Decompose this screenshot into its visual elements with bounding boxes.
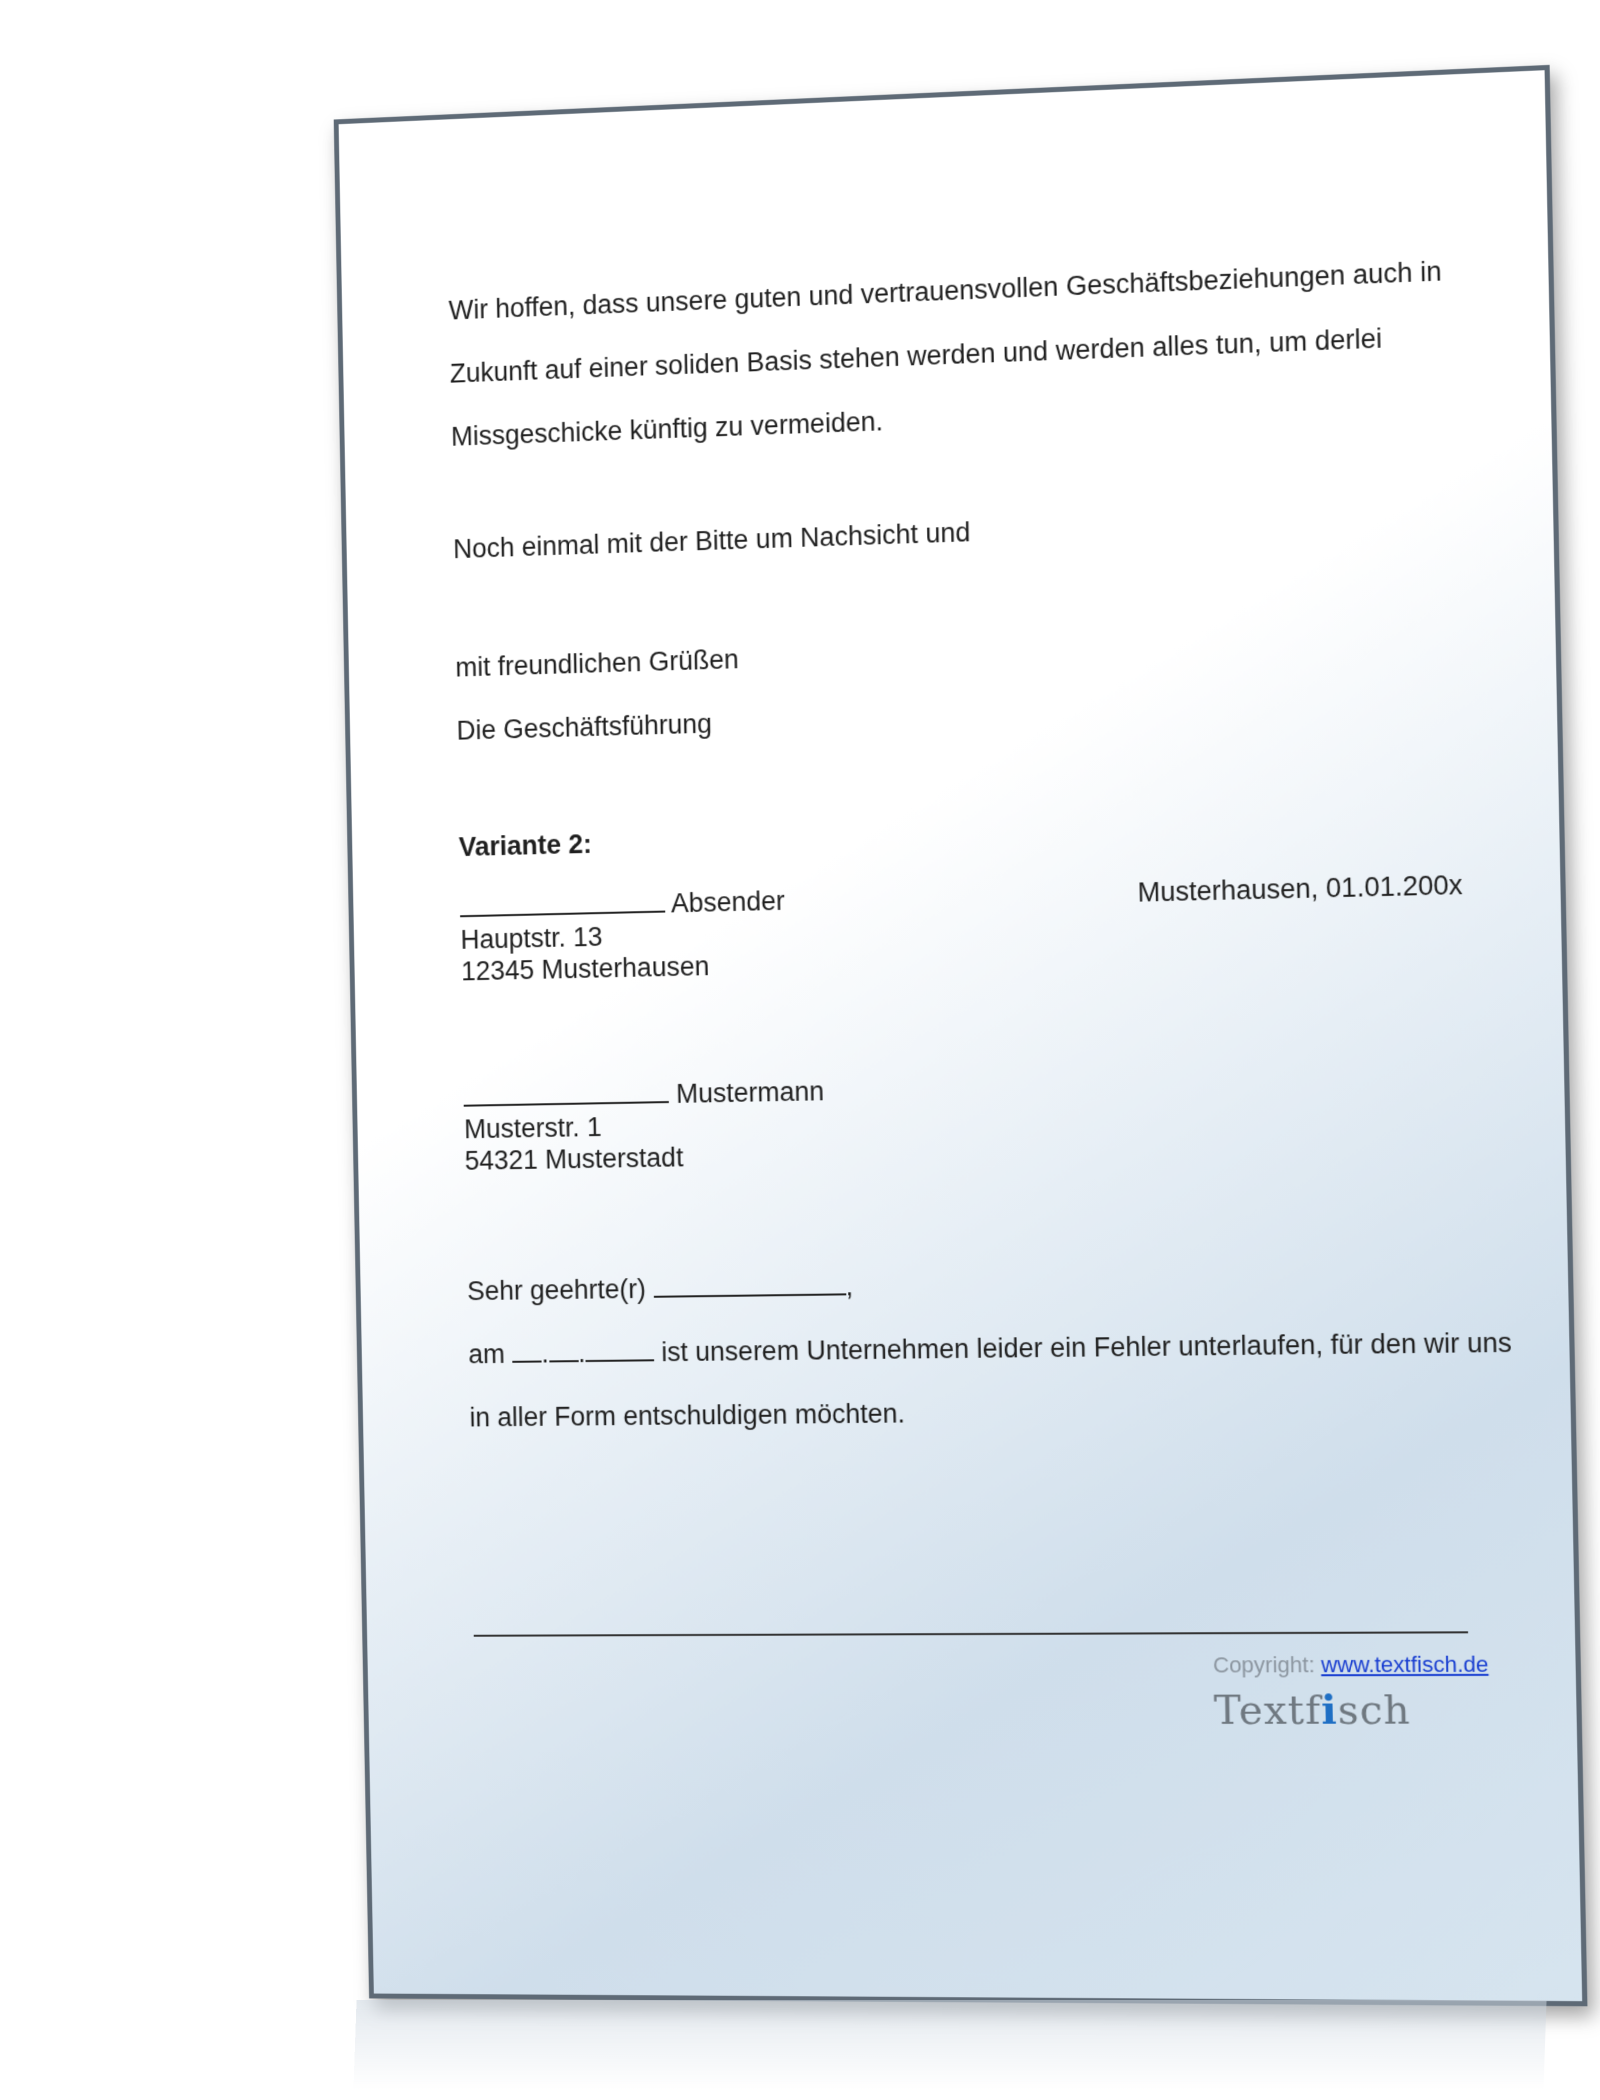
date-month-blank	[549, 1338, 579, 1362]
letter-page	[334, 65, 1588, 2006]
footer-rule	[474, 1631, 1468, 1636]
closing-line: Noch einmal mit der Bitte um Nachsicht und	[452, 517, 971, 565]
paragraph1-line1: Wir hoffen, dass unsere guten und vertrauensvollen Geschäftsbeziehungen auch in	[448, 256, 1443, 326]
paragraph1-line2: Zukunft auf einer soliden Basis stehen werden und werden alles tun, um derlei	[449, 323, 1383, 389]
copyright-notice	[1213, 1652, 1489, 1679]
body-line1-rest: ist unserem Unternehmen leider ein Fehler unterlaufen, für den wir uns	[661, 1327, 1513, 1368]
variant-heading: Variante 2:	[458, 829, 593, 863]
logo-text-end: sch	[1337, 1687, 1412, 1734]
body-line1: am . . ist unserem Unternehmen leider ein Fehler unterlaufen, für den wir uns	[468, 1327, 1513, 1370]
paragraph1-line3: Missgeschicke künftig zu vermeiden.	[450, 406, 884, 452]
sender-city: 12345 Musterhausen	[460, 951, 710, 987]
logo-text-start: Textf	[1213, 1687, 1322, 1734]
signature: Die Geschäftsführung	[456, 708, 713, 746]
body-line2: in aller Form entschuldigen möchten.	[469, 1398, 906, 1433]
recipient-city: 54321 Musterstadt	[464, 1142, 684, 1176]
sender-blank	[460, 889, 666, 918]
recipient-name: Mustermann	[675, 1076, 825, 1109]
body-am: am	[468, 1339, 506, 1370]
place-date: Musterhausen, 01.01.200x	[1137, 869, 1463, 908]
salutation-suffix: ,	[845, 1271, 854, 1302]
salutation-prefix: Sehr geehrte(r)	[466, 1274, 647, 1307]
sender-street: Hauptstr. 13	[460, 921, 603, 955]
recipient-line	[463, 1075, 824, 1113]
textfisch-logo	[1213, 1686, 1411, 1734]
salutation-blank	[653, 1271, 846, 1297]
date-day-blank	[512, 1339, 542, 1363]
greeting: mit freundlichen Grüßen	[455, 644, 740, 683]
salutation	[467, 1270, 854, 1307]
copyright-label: Copyright:	[1212, 1652, 1315, 1678]
recipient-street: Musterstr. 1	[463, 1112, 602, 1145]
logo-fish-icon: i	[1320, 1686, 1339, 1734]
date-year-blank	[585, 1337, 654, 1362]
sender-line	[460, 885, 786, 924]
sender-name: Absender	[670, 885, 786, 919]
page-reflection	[353, 2000, 1546, 2090]
recipient-blank	[463, 1079, 669, 1106]
copyright-link[interactable]: www.textfisch.de	[1320, 1651, 1489, 1678]
